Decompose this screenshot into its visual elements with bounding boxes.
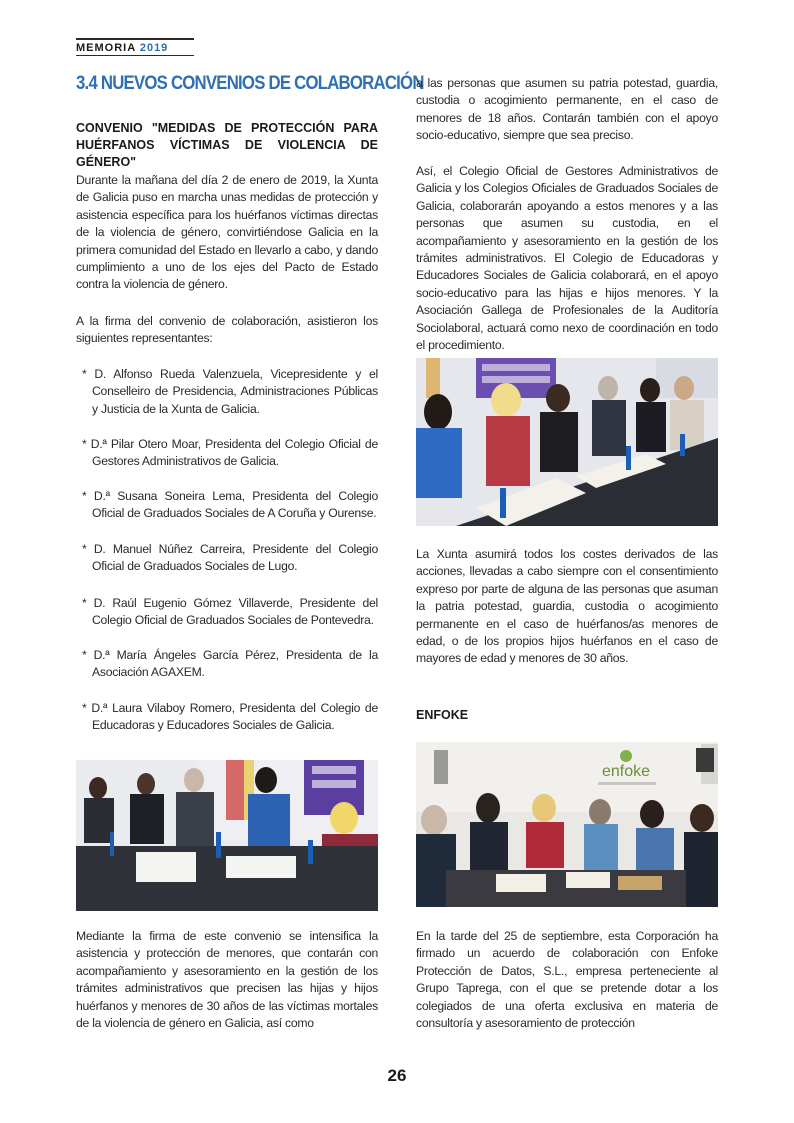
right-paragraph-2: Así, el Colegio Oficial de Gestores Administrativos de Galicia y los Colegios Oficiales de Graduados Sociales de Galicia, colaborarán apoyando a estos menores y a las personas que asumen su custodia, en el acompañamiento y asesoramiento en la gestión de los trámites administrativos. El Colegio de Educadoras y Educadores Sociales de Galicia colaborará, en el apoyo socio-educativo para las hijas e hijos menores. Y la Asociación Gallega de Profesionales de la Auditoría Sociolaboral, actuará como nexo de coordinación en todo el procedimiento. [416, 164, 718, 353]
page-number: 26 [387, 1066, 407, 1085]
signer-item: * D. Raúl Eugenio Gómez Villaverde, Presidente del Colegio Oficial de Graduados Sociales de Pontevedra. [82, 596, 378, 628]
enfoke-heading: ENFOKE [416, 708, 469, 722]
signers-intro: A la firma del convenio de colaboración, asistieron los siguientes representantes: [76, 314, 378, 346]
photo-illustration [416, 742, 718, 907]
convenio-title: CONVENIO "MEDIDAS DE PROTECCIÓN PARA HUÉRFANOS VÍCTIMAS DE VIOLENCIA DE GÉNERO" [76, 121, 378, 169]
signing-photo-xunta [76, 760, 378, 911]
page-header [76, 38, 194, 56]
photo-illustration [76, 760, 378, 911]
enfoke-signing-photo [416, 742, 718, 907]
signer-item: * D. Alfonso Rueda Valenzuela, Vicepresidente y el Conselleiro de Presidencia, Administraciones Públicas y Justicia de la Xunta de Galicia. [82, 367, 378, 416]
section-title: 3.4 NUEVOS CONVENIOS DE COLABORACIÓN [76, 72, 424, 94]
right-bottom-paragraph: En la tarde del 25 de septiembre, esta Corporación ha firmado un acuerdo de colaboración con Enfoke Protección de Datos, S.L., empresa perteneciente al Grupo Taprega, con el que se pretende dotar a los colegiados de una oferta exclusiva en materia de consultoría y asesoramiento de protección [416, 929, 718, 1031]
header-rule [76, 38, 194, 40]
header-underline [76, 55, 194, 56]
enfoke-logo-text: enfoke [602, 763, 651, 780]
header-label: MEMORIA [76, 42, 136, 54]
header-year: 2019 [139, 42, 169, 54]
signer-item: * D.ª Laura Vilaboy Romero, Presidenta del Colegio de Educadoras y Educadores Sociales de Galicia. [82, 701, 378, 733]
left-bottom-paragraph: Mediante la firma de este convenio se intensifica la asistencia y protección de menores, que contarán con acompañamiento y asesoramiento en la gestión de los trámites administrativos que precisen las hijas y hijos huérfanos y menores de 30 años de las víctimas mortales de la violencia de género en Galicia, así como [76, 929, 378, 1031]
signer-item: * D. Manuel Núñez Carreira, Presidente del Colegio Oficial de Graduados Sociales de Lugo. [82, 542, 378, 574]
photo-illustration [416, 358, 718, 526]
signer-item: * D.ª Susana Soneira Lema, Presidenta del Colegio Oficial de Graduados Sociales de A Coruña y Ourense. [82, 489, 378, 521]
header-title [76, 42, 194, 54]
signing-photo-table [416, 358, 718, 526]
intro-paragraph: Durante la mañana del día 2 de enero de 2019, la Xunta de Galicia puso en marcha unas medidas de protección y asistencia específica para los huérfanos víctimas directas de la violencia de género, convirtiéndose Galicia en la primera comunidad del Estado en llevarlo a cabo, y dando cumplimiento a uno de los ejes del Pacto de Estado contra la violencia de género. [76, 173, 378, 292]
right-paragraph-3: La Xunta asumirá todos los costes derivados de las acciones, llevadas a cabo siempre con el consentimiento expreso por parte de alguna de las personas que asuman la patria potestad, guardia, custodia o acogimiento permanente en el caso de huérfanos/as menores de edad, o de los propios hijos huérfanos en el caso de mayores de edad y menores de 30 años. [416, 547, 718, 666]
signer-item: * D.ª Pilar Otero Moar, Presidenta del Colegio Oficial de Gestores Administrativos de Galicia. [82, 437, 378, 469]
signer-item: * D.ª María Ángeles García Pérez, Presidenta de la Asociación AGAXEM. [82, 648, 378, 680]
right-paragraph-1: a las personas que asumen su patria potestad, guardia, custodia o acogimiento permanente, en el caso de menores de 18 años. Contarán también con el apoyo socio-educativo, siempre que sea preciso. [416, 76, 718, 143]
